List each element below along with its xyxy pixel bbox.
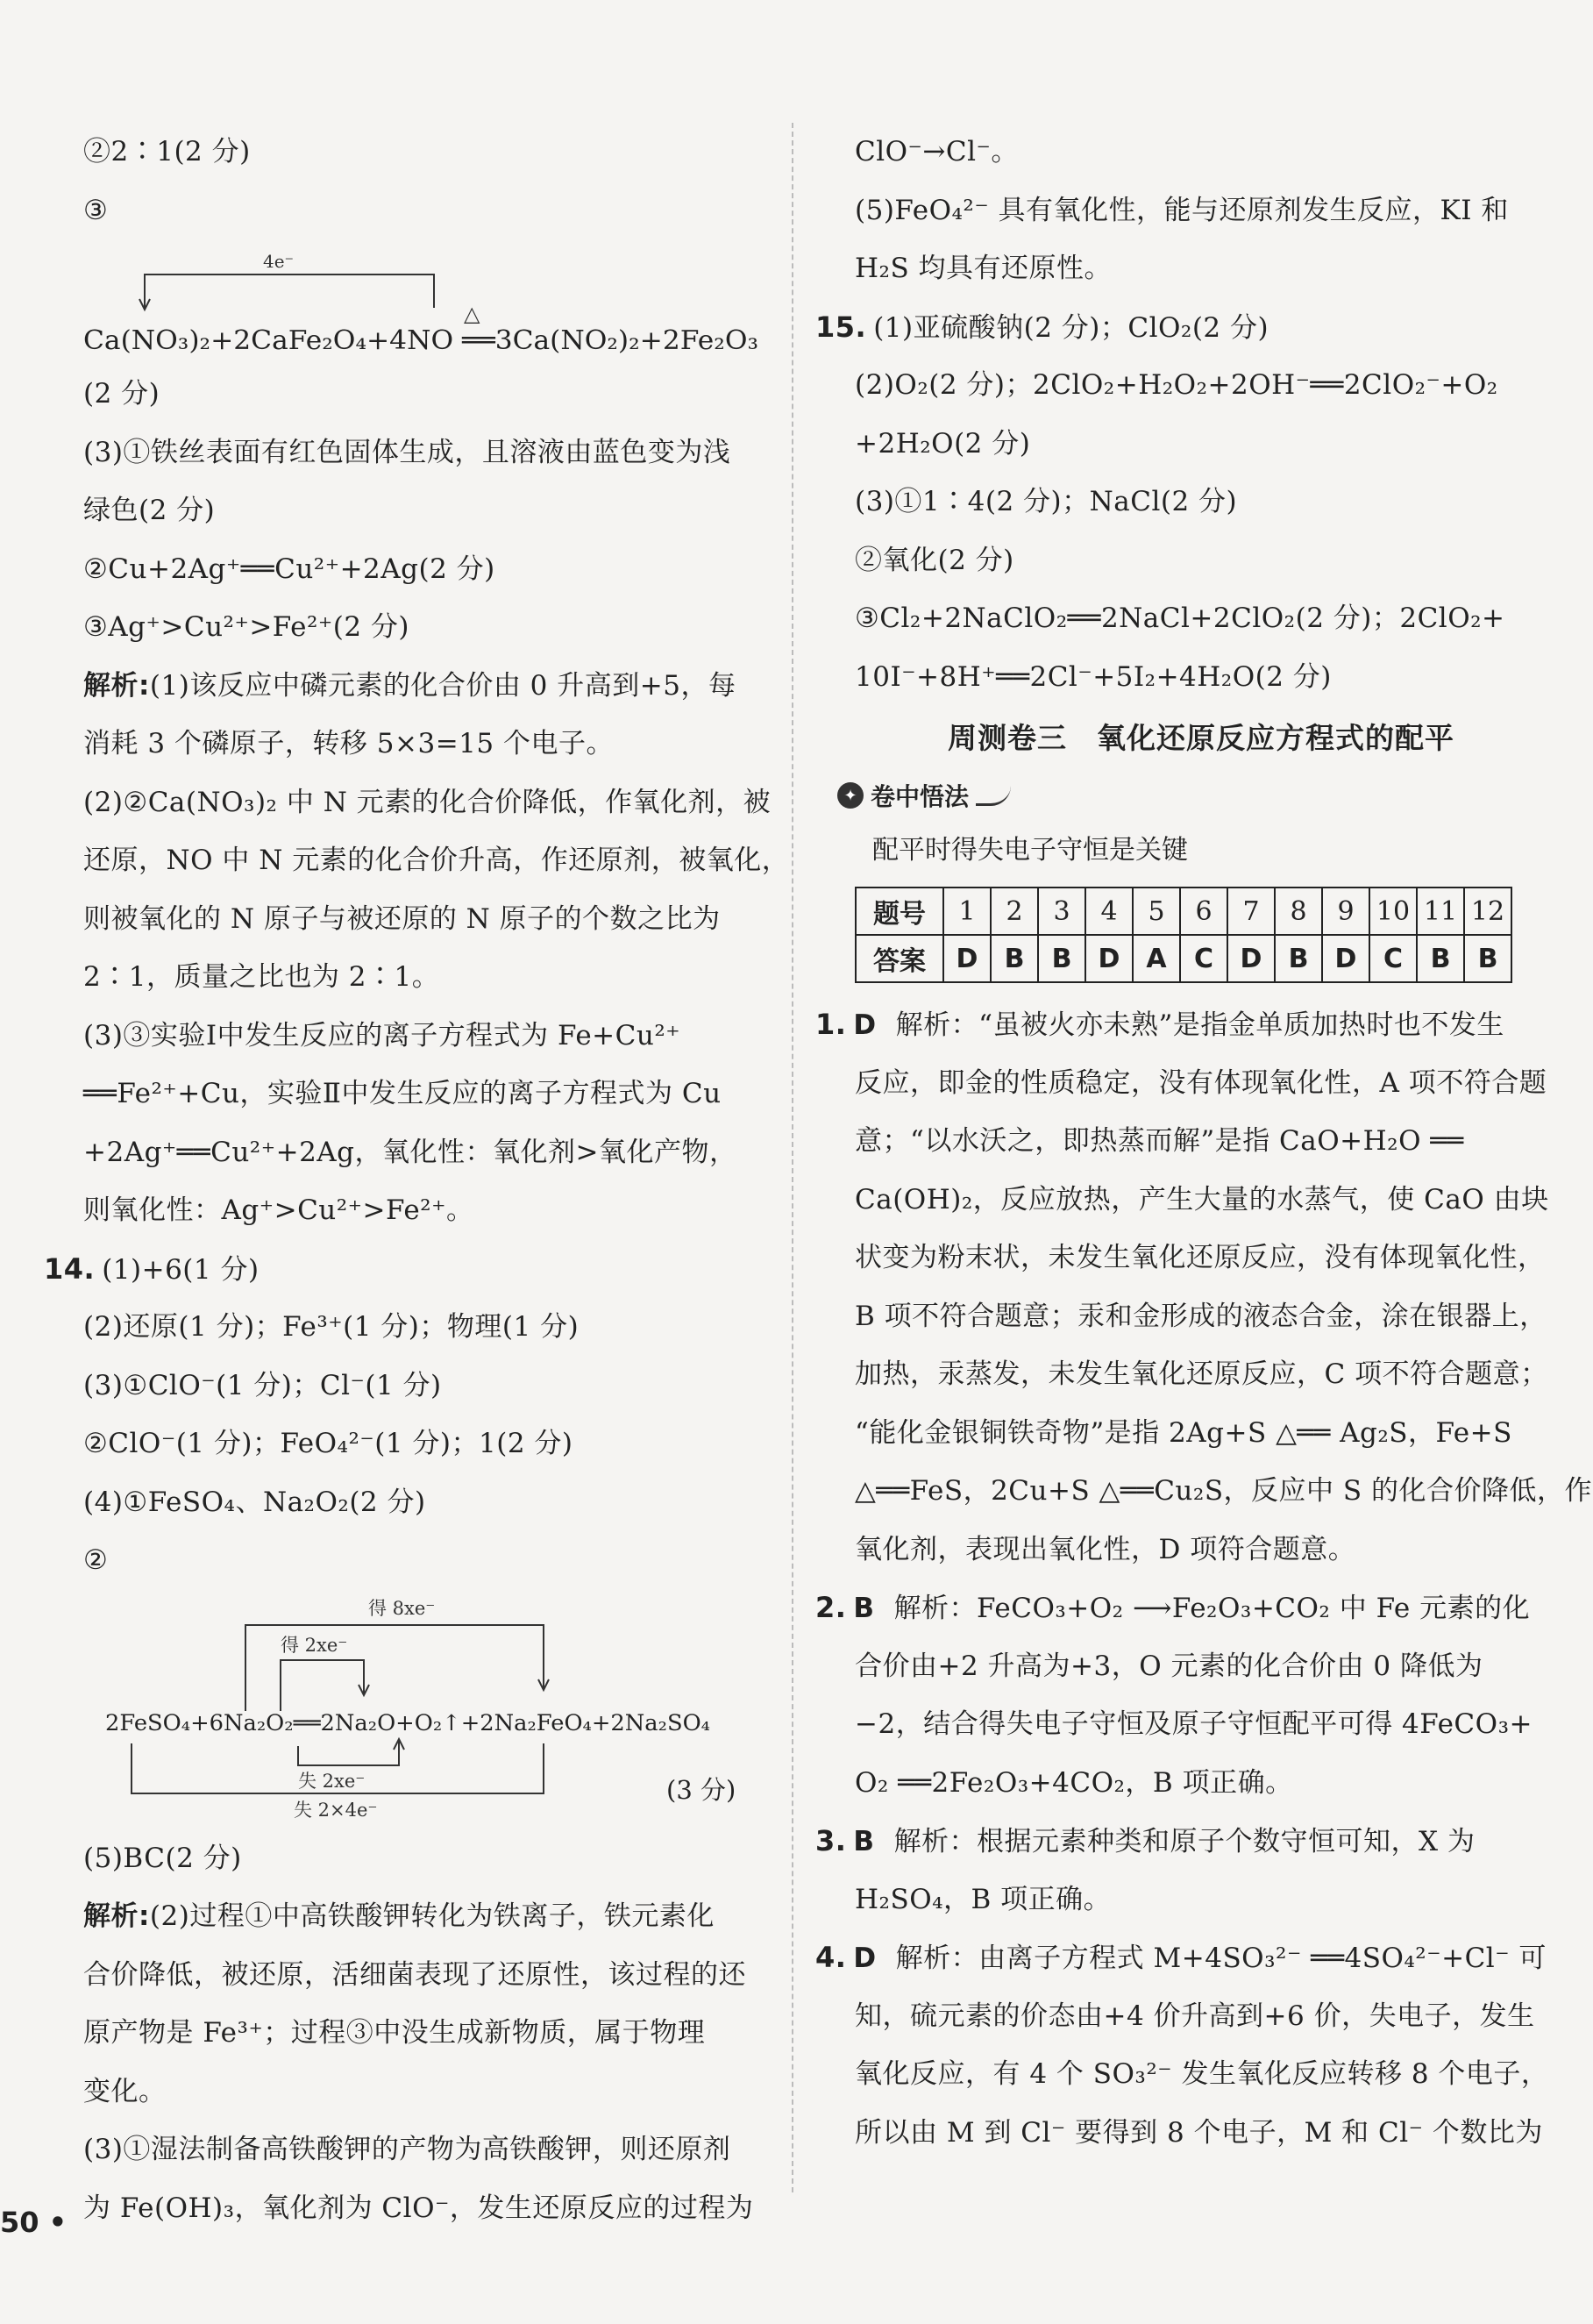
text-line: ③Cl₂+2NaClO₂══2NaCl+2ClO₂(2 分)；2ClO₂+ [855, 602, 1505, 634]
badge-swoosh-icon [976, 786, 1011, 806]
heat-symbol: △ [464, 302, 480, 326]
question-answer: D [853, 1009, 877, 1041]
lose-total-label: 失 2×4e⁻ [294, 1799, 378, 1821]
section-title: 周测卷三 氧化还原反应方程式的配平 [948, 721, 1454, 755]
text-line [815, 1579, 1547, 1637]
answer-explanations [815, 995, 1592, 2162]
line-text: (1)亚硫酸钠(2 分)；ClO₂(2 分) [873, 311, 1269, 344]
electron-transfer-svg-2 [83, 1590, 767, 1822]
line-text: 解析：根据元素种类和原子个数守恒可知，X 为 [893, 1826, 1476, 1857]
question-answer: B [853, 1826, 875, 1857]
question-number-cell: 7 [1227, 888, 1275, 935]
text-line: Ca(OH)₂，反应放热，产生大量的水蒸气，使 CaO 由块 [855, 1183, 1549, 1215]
text-line: 变化。 [83, 2075, 167, 2107]
text-line [815, 995, 1547, 1054]
text-line: 消耗 3 个磷原子，转移 5×3=15 个电子。 [83, 728, 614, 759]
text-line: 还原，NO 中 N 元素的化合价升高，作还原剂，被氧化， [83, 845, 790, 876]
analysis-label: 解析: [83, 1900, 150, 1932]
answer-cell: B [1464, 935, 1511, 982]
text-line: (4)①FeSO₄、Na₂O₂(2 分) [83, 1486, 426, 1518]
text-line: ══Fe²⁺+Cu，实验Ⅱ中发生反应的离子方程式为 Cu [83, 1078, 722, 1109]
analysis-label: 解析: [83, 669, 150, 702]
text-line: H₂S 均具有还原性。 [855, 253, 1113, 284]
badge-label: 卷中悟法 [871, 782, 970, 811]
text-line: (5)FeO₄²⁻ 具有氧化性，能与还原剂发生反应，KI 和 [855, 194, 1509, 226]
column-divider [792, 123, 793, 2192]
text-line: 则被氧化的 N 原子与被还原的 N 原子的个数之比为 [83, 902, 721, 935]
text-line: (2 分) [83, 378, 160, 410]
question-number: 4. [815, 1941, 847, 1974]
text-line: (3)①1∶4(2 分)；NaCl(2 分) [855, 486, 1238, 517]
question-number: 15. [815, 310, 867, 344]
line-text: 解析：“虽被火亦未熟”是指金单质加热时也不发生 [895, 1009, 1504, 1041]
answer-row [856, 935, 1511, 982]
text-line: 2∶1，质量之比也为 2∶1。 [83, 961, 440, 993]
gain-part-bracket [281, 1660, 364, 1711]
answer-cell: C [1180, 935, 1227, 982]
text-line: +2H₂O(2 分) [855, 427, 1031, 460]
gain-part-label: 得 2xe⁻ [281, 1634, 348, 1656]
text-line [815, 1928, 1547, 1987]
text-line: −2，结合得失电子守恒及原子守恒配平可得 4FeCO₃+ [855, 1708, 1533, 1740]
answer-cell: D [1322, 935, 1369, 982]
question-number: 1. [815, 1008, 847, 1041]
question-number-cell: 5 [1133, 888, 1180, 935]
text-line: (3)①ClO⁻(1 分)；Cl⁻(1 分) [83, 1369, 442, 1401]
gain-total-label: 得 8xe⁻ [368, 1597, 436, 1619]
text-line: ②氧化(2 分) [855, 544, 1014, 576]
text-line: ③Ag⁺>Cu²⁺>Fe²⁺(2 分) [83, 611, 410, 643]
text-line: 10I⁻+8H⁺══2Cl⁻+5I₂+4H₂O(2 分) [855, 660, 1332, 693]
text-line: (3)①铁丝表面有红色固体生成，且溶液由蓝色变为浅 [83, 436, 731, 468]
right-column [815, 123, 1592, 2162]
text-line: ②Cu+2Ag⁺══Cu²⁺+2Ag(2 分) [83, 552, 495, 585]
answer-cell: B [1038, 935, 1085, 982]
question-answer: D [853, 1943, 877, 1974]
text-line: (3)①湿法制备高铁酸钾的产物为高铁酸钾，则还原剂 [83, 2134, 731, 2165]
text-line: 原产物是 Fe³⁺；过程③中没生成新物质，属于物理 [83, 2017, 706, 2049]
question-number-cell: 8 [1275, 888, 1322, 935]
text-line [83, 1887, 767, 1946]
question-number-cell: 9 [1322, 888, 1369, 935]
lose-part-bracket [298, 1741, 399, 1765]
text-line: H₂SO₄，B 项正确。 [855, 1883, 1112, 1915]
answer-cell: C [1369, 935, 1417, 982]
text-line: (2)②Ca(NO₃)₂ 中 N 元素的化合价降低，作氧化剂，被 [83, 786, 772, 818]
text-line: +2Ag⁺══Cu²⁺+2Ag，氧化性：氧化剂>氧化产物， [83, 1136, 737, 1168]
score-label: (3 分) [666, 1774, 736, 1805]
reaction-equation: Ca(NO₃)₂+2CaFe₂O₄+4NO ══3Ca(NO₂)₂+2Fe₂O₃ [83, 325, 758, 356]
text-line: 氧化剂，表现出氧化性，D 项符合题意。 [855, 1533, 1356, 1565]
question-number-cell: 10 [1369, 888, 1417, 935]
text-line: ③ [83, 194, 109, 226]
text-line: 加热，汞蒸发，未发生氧化还原反应，C 项不符合题意； [855, 1358, 1548, 1390]
answer-cell: B [991, 935, 1038, 982]
question-number: 14. [44, 1251, 96, 1286]
question-number-cell: 3 [1038, 888, 1085, 935]
text-line: 则氧化性：Ag⁺>Cu²⁺>Fe²⁺。 [83, 1194, 474, 1226]
line-text: 解析：FeCO₃+O₂ ⟶Fe₂O₃+CO₂ 中 Fe 元素的化 [893, 1593, 1531, 1624]
answer-cell: B [1275, 935, 1322, 982]
line-text: 解析：由离子方程式 M+4SO₃²⁻ ══4SO₄²⁻+Cl⁻ 可 [895, 1943, 1547, 1974]
electron-count-label: 4e⁻ [263, 251, 295, 272]
text-line: ② [83, 1544, 109, 1576]
text-line: 合价由+2 升高为+3，O 元素的化合价由 0 降低为 [855, 1650, 1483, 1682]
left-column [44, 123, 790, 2237]
electron-transfer-diagram-1 [83, 239, 767, 365]
question-answer: B [853, 1593, 875, 1624]
table-head-answer: 答案 [856, 935, 943, 982]
text-line: (5)BC(2 分) [83, 1842, 242, 1874]
question-number: 3. [815, 1824, 847, 1857]
line-text: (1)该反应中磷元素的化合价由 0 升高到+5，每 [149, 669, 736, 702]
text-line: 所以由 M 到 Cl⁻ 要得到 8 个电子，M 和 Cl⁻ 个数比为 [855, 2116, 1543, 2149]
electron-transfer-svg-1 [83, 239, 767, 358]
text-line: (2)O₂(2 分)；2ClO₂+H₂O₂+2OH⁻══2ClO₂⁻+O₂ [855, 369, 1498, 401]
electron-transfer-diagram-2 [83, 1590, 767, 1829]
question-number-cell: 4 [1085, 888, 1133, 935]
reaction-equation: 2FeSO₄+6Na₂O₂══2Na₂O+O₂↑+2Na₂FeO₄+2Na₂SO₄ [105, 1709, 710, 1736]
text-line: ②2∶1(2 分) [83, 136, 251, 168]
text-line: (3)③实验Ⅰ中发生反应的离子方程式为 Fe+Cu²⁺ [83, 1019, 681, 1052]
question-number-cell: 12 [1464, 888, 1511, 935]
line-text: (1)+6(1 分) [102, 1253, 260, 1286]
question-number: 2. [815, 1591, 847, 1624]
page-number: 50 • [0, 2206, 68, 2239]
text-line [44, 1240, 767, 1299]
text-line: ②ClO⁻(1 分)；FeO₄²⁻(1 分)；1(2 分) [83, 1428, 573, 1459]
text-line: ClO⁻→Cl⁻。 [855, 136, 1019, 168]
question-number-cell: 2 [991, 888, 1038, 935]
text-line: 为 Fe(OH)₃，氧化剂为 ClO⁻，发生还原反应的过程为 [83, 2192, 754, 2224]
answer-cell: D [1227, 935, 1275, 982]
method-tip: 配平时得失电子守恒是关键 [872, 835, 1188, 866]
text-line [815, 298, 1547, 357]
question-number-cell: 11 [1417, 888, 1464, 935]
answer-cell: D [1085, 935, 1133, 982]
text-line: 意；“以水沃之，即热蒸而解”是指 CaO+H₂O ══ [855, 1125, 1464, 1157]
text-line: 知，硫元素的价态由+4 价升高到+6 价，失电子，发生 [855, 2000, 1535, 2032]
text-line: △══FeS，2Cu+S △══Cu₂S，反应中 S 的化合价降低，作 [855, 1475, 1592, 1507]
text-line: (2)还原(1 分)；Fe³⁺(1 分)；物理(1 分) [83, 1311, 580, 1343]
answers-section-continued [815, 123, 1547, 706]
table-head-number: 题号 [856, 888, 943, 935]
text-line: 反应，即金的性质稳定，没有体现氧化性，A 项不符合题 [855, 1066, 1547, 1099]
text-line: 状变为粉末状，未发生氧化还原反应，没有体现氧化性， [855, 1242, 1546, 1273]
question-number-cell: 1 [943, 888, 991, 935]
question-number-cell: 6 [1180, 888, 1227, 935]
lightbulb-icon: ✦ [837, 782, 864, 809]
text-line: B 项不符合题意；汞和金形成的液态合金，涂在银器上， [855, 1300, 1547, 1332]
question-number-row [856, 888, 1511, 935]
answer-cell: B [1417, 935, 1464, 982]
text-line: “能化金银铜铁奇物”是指 2Ag+S △══ Ag₂S，Fe+S [855, 1416, 1512, 1449]
text-line: 氧化反应，有 4 个 SO₃²⁻ 发生氧化反应转移 8 个电子， [855, 2058, 1549, 2090]
answer-cell: A [1133, 935, 1180, 982]
text-line: O₂ ══2Fe₂O₃+4CO₂，B 项正确。 [855, 1766, 1293, 1799]
text-line: 绿色(2 分) [83, 495, 216, 526]
text-line: 合价降低，被还原，活细菌表现了还原性，该过程的还 [83, 1958, 746, 1991]
text-line [815, 1812, 1547, 1871]
answer-cell: D [943, 935, 991, 982]
transfer-bracket [145, 274, 434, 308]
answer-table [855, 887, 1512, 983]
method-badge [837, 774, 1011, 816]
line-text: (2)过程①中高铁酸钾转化为铁离子，铁元素化 [149, 1900, 715, 1932]
text-line [83, 657, 767, 716]
lose-part-label: 失 2xe⁻ [298, 1770, 366, 1792]
